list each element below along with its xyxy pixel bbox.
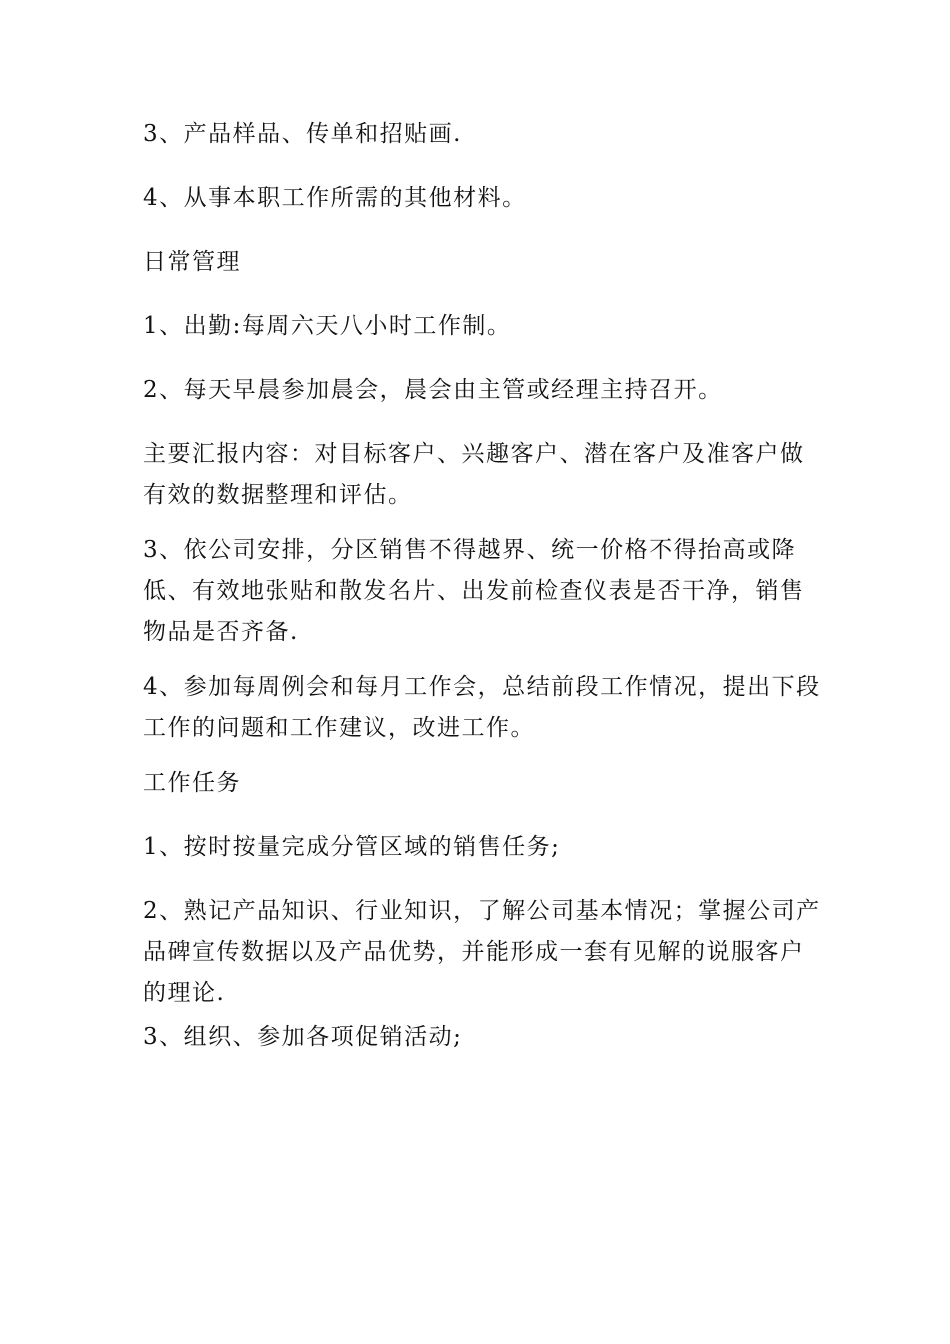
document-body <box>143 114 823 1058</box>
paragraph-product-knowledge: 2、熟记产品知识、行业知识，了解公司基本情况；掌握公司产品碑宣传数据以及产品优势，并能形成一套有见解的说服客户的理论. <box>143 898 821 1006</box>
paragraph-morning-meeting: 2、每天早晨参加晨会，晨会由主管或经理主持召开。 <box>143 377 723 403</box>
section-heading-daily-management: 日常管理 <box>143 249 241 275</box>
paragraph-product-samples: 3、产品样品、传单和招贴画. <box>143 121 462 147</box>
paragraph-other-materials: 4、从事本职工作所需的其他材料。 <box>143 185 527 211</box>
paragraph-report-content: 主要汇报内容：对目标客户、兴趣客户、潜在客户及准客户做有效的数据整理和评估。 <box>143 441 805 508</box>
paragraph-promotion-activities: 3、组织、参加各项促销活动; <box>143 1024 463 1050</box>
paragraph-sales-task: 1、按时按量完成分管区域的销售任务; <box>143 834 561 860</box>
paragraph-attendance: 1、出勤:每周六天八小时工作制。 <box>143 313 512 339</box>
paragraph-weekly-meeting: 4、参加每周例会和每月工作会，总结前段工作情况，提出下段工作的问题和工作建议，改进工作。 <box>143 674 821 741</box>
paragraph-company-arrangement: 3、依公司安排，分区销售不得越界、统一价格不得抬高或降低、有效地张贴和散发名片、出发前检查仪表是否干净，销售物品是否齐备. <box>143 537 805 645</box>
section-heading-work-tasks: 工作任务 <box>143 770 241 796</box>
